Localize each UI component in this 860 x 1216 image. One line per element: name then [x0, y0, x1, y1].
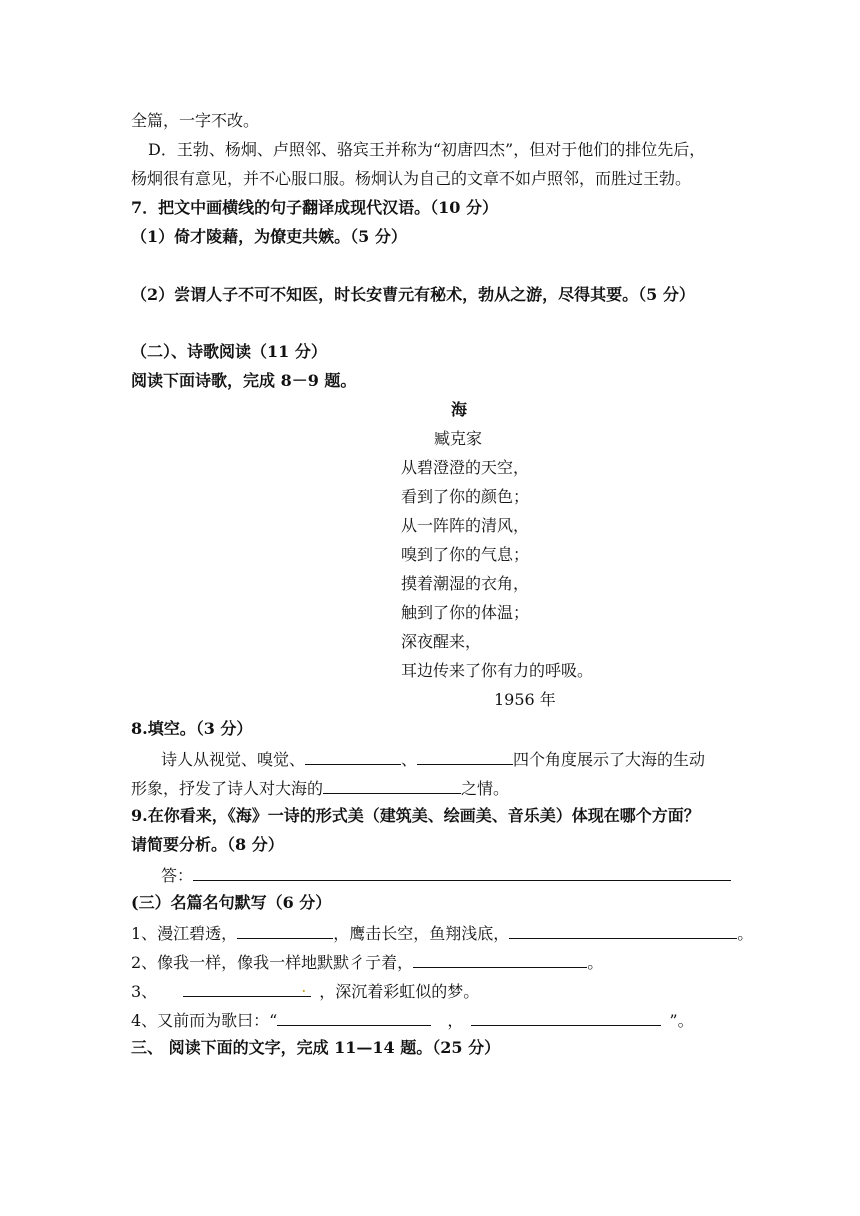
poem-line: 从碧澄澄的天空，	[401, 458, 530, 477]
part-3-title: 三、 阅读下面的文字，完成 11—14 题。（25 分）	[131, 1038, 501, 1057]
poem-line: 触到了你的体温；	[401, 603, 530, 622]
option-d-line-2: 杨炯很有意见，并不心服口服。杨炯认为自己的文章不如卢照邻，而胜过王勃。	[131, 169, 692, 188]
q8-text-e: 之情。	[461, 779, 510, 798]
item-1-text-c: 。	[737, 924, 754, 943]
section-2-instruction: 阅读下面诗歌，完成 8－9 题。	[131, 371, 357, 390]
recitation-item-4	[131, 1008, 694, 1032]
poem-author: 臧克家	[434, 429, 483, 448]
poem-year: 1956 年	[494, 690, 556, 709]
recitation-item-3	[131, 979, 479, 1003]
recitation-item-1	[131, 921, 753, 945]
line-1: 全篇，一字不改。	[131, 111, 260, 130]
question-8-line-1	[161, 747, 705, 771]
q8-text-c: 四个角度展示了大海的生动	[513, 750, 706, 769]
section-2-title: （二）、诗歌阅读（11 分）	[131, 342, 327, 361]
item-2-blank[interactable]	[413, 950, 587, 968]
item-4-blank-2[interactable]	[471, 1008, 661, 1026]
option-d-line-1: D．王勃、杨炯、卢照邻、骆宾王并称为“初唐四杰”，但对于他们的排位先后，	[148, 140, 706, 159]
item-2-text-b: 。	[587, 953, 604, 972]
item-1-text-a: 1、漫江碧透，	[131, 924, 238, 943]
item-4-text-a: 4、又前而为歌曰：“	[131, 1011, 278, 1030]
poem-title: 海	[451, 400, 468, 419]
poem-line: 深夜醒来，	[401, 632, 482, 651]
poem-line: 看到了你的颜色；	[401, 487, 530, 506]
answer-label: 答：	[161, 866, 194, 885]
q8-blank-2[interactable]	[417, 747, 513, 765]
item-3-mark: .	[301, 977, 307, 996]
section-3-title: (三）名篇名句默写（6 分）	[131, 893, 332, 912]
question-9-title-2: 请简要分析。（8 分）	[131, 835, 284, 854]
question-9-answer	[161, 863, 731, 887]
question-7-sub-2: （2）尝谓人子不可不知医，时长安曹元有秘术，勃从之游，尽得其要。（5 分）	[131, 285, 695, 304]
poem-line: 嗅到了你的气息；	[401, 545, 530, 564]
item-2-text-a: 2、像我一样，像我一样地默默彳亍着，	[131, 953, 414, 972]
question-7-title: 7．把文中画横线的句子翻译成现代汉语。（10 分）	[131, 198, 498, 217]
recitation-item-2	[131, 950, 603, 974]
q8-text-b: 、	[401, 750, 418, 769]
poem-line: 摸着潮湿的衣角，	[401, 574, 530, 593]
poem-line: 耳边传来了你有力的呼吸。	[401, 661, 594, 680]
item-3-text-b: ，深沉着彩虹似的梦。	[319, 982, 480, 1001]
item-1-blank-2[interactable]	[509, 921, 737, 939]
question-8-title: 8.填空。（3 分）	[131, 719, 253, 738]
question-7-sub-1: （1）倚才陵藉，为僚吏共嫉。（5 分）	[131, 227, 407, 246]
item-3-blank[interactable]	[183, 979, 311, 997]
answer-line[interactable]	[193, 863, 731, 881]
item-1-text-b: ，鹰击长空，鱼翔浅底，	[333, 924, 510, 943]
question-8-line-2	[131, 776, 509, 800]
item-4-text-c: ”。	[669, 1011, 694, 1030]
question-9-title-1: 9.在你看来，《海》一诗的形式美（建筑美、绘画美、音乐美）体现在哪个方面？	[131, 806, 700, 825]
item-4-blank-1[interactable]	[277, 1008, 431, 1026]
item-3-text-a: 3、	[131, 982, 158, 1001]
q8-text-d: 形象，抒发了诗人对大海的	[131, 779, 324, 798]
q8-blank-3[interactable]	[323, 776, 461, 794]
item-4-text-b: ，	[447, 1011, 464, 1030]
poem-line: 从一阵阵的清风，	[401, 516, 530, 535]
q8-text-a: 诗人从视觉、嗅觉、	[161, 750, 306, 769]
item-1-blank-1[interactable]	[237, 921, 333, 939]
q8-blank-1[interactable]	[305, 747, 401, 765]
